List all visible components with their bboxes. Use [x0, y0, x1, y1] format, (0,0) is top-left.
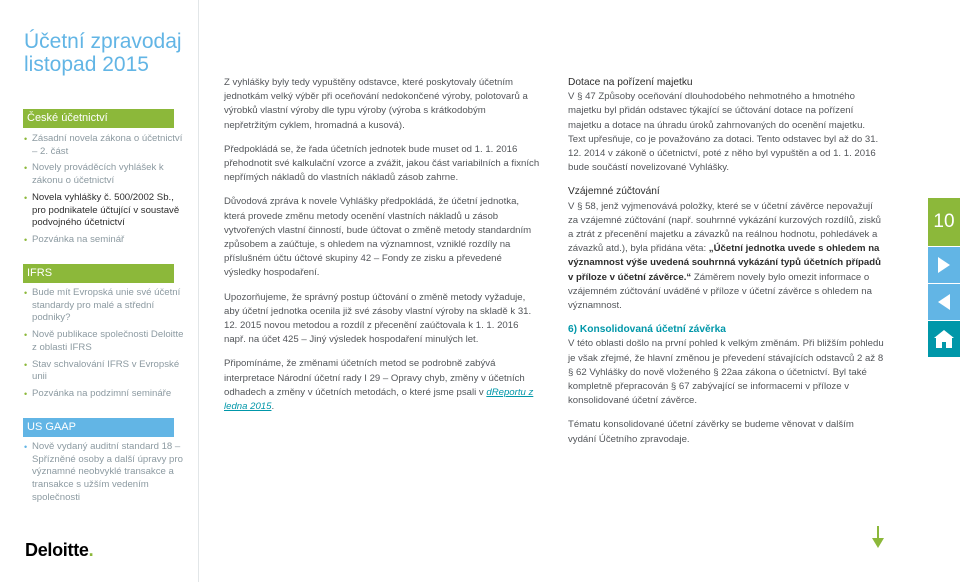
paragraph: Z vyhlášky byly tedy vypuštěny odstavce, které poskytovaly účetním jednotkám velký výběr při oceňování nedokončené výroby, polotovarů a výrobků vlastní výroby dle typu výroby (výroba s krátkodobým nepřetržitým cyklem, hromadná a kusová). [224, 77, 528, 131]
paragraph [568, 200, 884, 314]
publication-title-line1: Účetní zpravodaj [24, 30, 182, 53]
section-header-czech-accounting[interactable]: České účetnictví [23, 109, 174, 128]
paragraph: V § 47 Způsoby oceňování dlouhodobého nehmotného a hmotného majetku byl přidán odstavec týkající se účtování dotace na pořízení majetku a dotace na úhradu úroků zahrnovaných do ocenění majetku. Text upřesňuje, co je považováno za dotaci. Tento odstavec byl až do 31. 12. 2014 v zákoně o účetnictví, poté z něho byl vypuštěn a od 1. 1. 2016 bude součástí novelizované Vyhlášky. [568, 91, 879, 174]
list-item-active[interactable]: • Novela vyhlášky č. 500/2002 Sb., pro podnikatele účtující v soustavě podvojného účetnictví [24, 192, 184, 230]
next-page-button[interactable] [928, 247, 960, 283]
paragraph: Tématu konsolidované účetní závěrky se budeme věnovat v dalším vydání Účetního zpravodaje. [568, 419, 854, 445]
list-item[interactable]: • Zásadní novela zákona o účetnictví – 2. část [24, 133, 184, 158]
paragraph-text-end: . [271, 401, 275, 413]
paragraph-text: Připomínáme, že změnami účetních metod se podrobně zabývá interpretace Národní účetní rady I 29 – Opravy chyb, změny v účetních odhadech a změny v účetních metodách, o které jsme psali v [224, 358, 525, 398]
previous-page-button[interactable] [928, 284, 960, 320]
deloitte-logo [25, 540, 93, 561]
list-item[interactable]: • Stav schvalování IFRS v Evropské unii [24, 359, 184, 384]
us-gaap-list [24, 441, 184, 509]
section-header-ifrs[interactable]: IFRS [23, 264, 174, 283]
heading-mutual-offsetting: Vzájemné zúčtování [568, 186, 660, 198]
quoted-sentence: „Účetní jednotka uvede s ohledem na významnost výše uvedená souhrnná vykázání typů účetních případů v příloze v účetní závěrce.“ [568, 243, 881, 283]
paragraph: Upozorňujeme, že správný postup účtování o změně metody vyžaduje, aby účetní jednotka ocenila již své zásoby vlastní výroby na skladě k 31. 12. 2015 novou metodou a rozdíl z přecenění zaúčtovala k 1. 1. 2016 např. na účet 425 – Jiný výsledek hospodaření minulých let. [224, 291, 532, 346]
sidebar [0, 0, 195, 582]
publication-title [24, 30, 182, 76]
content-column-right [568, 76, 884, 457]
logo-dot: . [88, 540, 94, 560]
section-header-us-gaap[interactable]: US GAAP [23, 418, 174, 437]
paragraph: Důvodová zpráva k novele Vyhlášky předpokládá, že účetní jednotka, která provede změnu metody ocenění vlastních nákladů u zásob vytvořených vlastní činností, bude účtovat o změně metody standardním způsobem a zaúčtuje, s ohledem na významnost, vzniklé rozdíly na příslušném účtu účtové skupiny 42 – Fondy ze zisku a převedené výsledky hospodaření. [224, 196, 532, 279]
page-number: 10 [928, 198, 960, 246]
page-navigation [928, 198, 960, 358]
logo-text: Deloitte [25, 540, 89, 560]
heading-subsidies: Dotace na pořízení majetku [568, 77, 693, 88]
sidebar-divider [198, 0, 199, 582]
heading-consolidated: 6) Konsolidovaná účetní závěrka [568, 324, 726, 336]
paragraph-text: V § 58, jenž vyjmenovává položky, které se v účetní závěrce nepovažují za vzájemné zúčtování (např. souhrnné vykázání kurzových rozdílů, zisků a ztrát z přecenění majetku a závazků na reálnou hodnotu, pohledávek a závazků atd.), byla přidána věta: [568, 200, 882, 255]
publication-title-line2: listopad 2015 [24, 53, 149, 76]
czech-accounting-list [24, 133, 184, 251]
dreport-link[interactable]: dReportu z ledna 2015 [224, 386, 534, 413]
home-button[interactable] [928, 321, 960, 357]
list-item[interactable]: • Nově publikace společnosti Deloitte z oblasti IFRS [24, 329, 184, 354]
arrow-left-icon [937, 294, 951, 310]
home-icon [934, 330, 954, 348]
paragraph: V této oblasti došlo na první pohled k velkým změnám. Při bližším pohledu je však zřejmé, že hlavní změnou je převedení stávajících odstavců 2 až 8 § 62 Vyhlášky do nově vloženého § 22aa zákona o účetnictví. Byl také kompletně přepracován § 67 zabývající se informacemi v příloze v konsolidované účetní závěrce. [568, 338, 884, 407]
list-item[interactable]: • Bude mít Evropská unie své účetní standardy pro malé a střední podniky? [24, 287, 184, 325]
paragraph: Předpokládá se, že řada účetních jednotek bude muset od 1. 1. 2016 přehodnotit své kalkulační vzorce a zvážit, jakou část variabilních a fixních nepřímých nákladů do vlastních nákladů zásob zahrne. [224, 143, 540, 184]
arrow-right-icon [937, 257, 951, 273]
paragraph [224, 357, 540, 414]
list-item[interactable]: • Pozvánka na seminář [24, 234, 184, 247]
paragraph-text-end: Záměrem novely bylo omezit informace o vzájemném zúčtování uváděné v příloze v účetní závěrce s ohledem na významnost. [568, 271, 872, 312]
list-item[interactable]: • Pozvánka na podzimní semináře [24, 388, 184, 401]
scroll-down-icon[interactable] [872, 526, 884, 548]
ifrs-list [24, 287, 184, 405]
list-item[interactable]: • Novely prováděcích vyhlášek k zákonu o účetnictví [24, 162, 184, 187]
content-column-left [224, 76, 540, 424]
list-item[interactable]: • Nově vydaný auditní standard 18 – Spřízněné osoby a další úpravy pro významné neobvyklé transakce a transakce s užším vedením společnosti [24, 441, 184, 505]
